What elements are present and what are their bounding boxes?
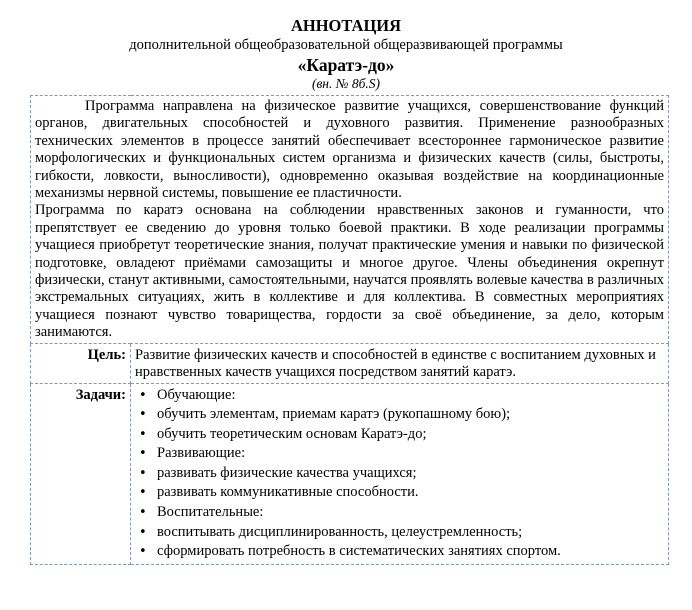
annotation-subtitle: дополнительной общеобразовательной общеразвивающей программы (129, 37, 563, 53)
intro-row (31, 96, 669, 344)
task-item: • обучить теоретическим основам Каратэ-до; (135, 425, 664, 445)
tasks-label: Задачи: (31, 383, 131, 564)
task-item: • развивать физические качества учащихся; (135, 464, 664, 484)
annotation-title: АННОТАЦИЯ (290, 16, 402, 35)
tasks-row (31, 383, 669, 564)
goal-text: Развитие физических качеств и способностей в единстве с воспитанием духовных и нравственных качеств учащихся посредством занятий каратэ. (131, 343, 669, 383)
intro-cell (31, 96, 669, 344)
intro-paragraph-1: Программа направлена на физическое развитие учащихся, совершенствование функций органов, двигательных способностей и духовного развития. Применение разнообразных технических элементов в процессе занятий обеспечивает всестороннее гармоническое развитие морфологических и функциональных систем организма и физических качеств (силы, быстроты, гибкости, ловкости, выносливости), одновременно оказывая воздействие на координационные механизмы нервной системы, повышение ее пластичности. (35, 98, 664, 202)
goal-row (31, 343, 669, 383)
document-header (0, 16, 692, 91)
task-item: • обучить элементам, приемам каратэ (рукопашному бою); (135, 405, 664, 425)
intro-paragraph-2: Программа по каратэ основана на соблюдении нравственных законов и гуманности, что препятствует ее сведению до уровня только боевой практики. В ходе реализации программы учащиеся приобретут теоретические знания, получат практические умения и навыки по физической подготовке, овладеют приёмами самозащиты и многое другое. Члены объединения окрепнут физически, станут активными, самостоятельными, научатся проявлять волевые качества в различных экстремальных ситуациях, жить в коллективе и для коллектива. В совместных мероприятиях учащиеся познают чувство товарищества, гордости за своё объединение, за дело, которым занимаются. (35, 202, 664, 341)
task-item: • воспитывать дисциплинированность, целеустремленность; (135, 523, 664, 543)
task-item: • Воспитательные: (135, 503, 664, 523)
tasks-cell (131, 383, 669, 564)
tasks-list (135, 386, 664, 562)
task-item: • развивать коммуникативные способности. (135, 483, 664, 503)
task-item: • сформировать потребность в систематических занятиях спортом. (135, 542, 664, 562)
program-name: «Каратэ-до» (297, 55, 395, 75)
task-item: • Обучающие: (135, 386, 664, 406)
program-code: (вн. № 8б.S) (311, 76, 381, 91)
task-item: • Развивающие: (135, 444, 664, 464)
annotation-table (30, 95, 669, 565)
goal-label: Цель: (31, 343, 131, 383)
